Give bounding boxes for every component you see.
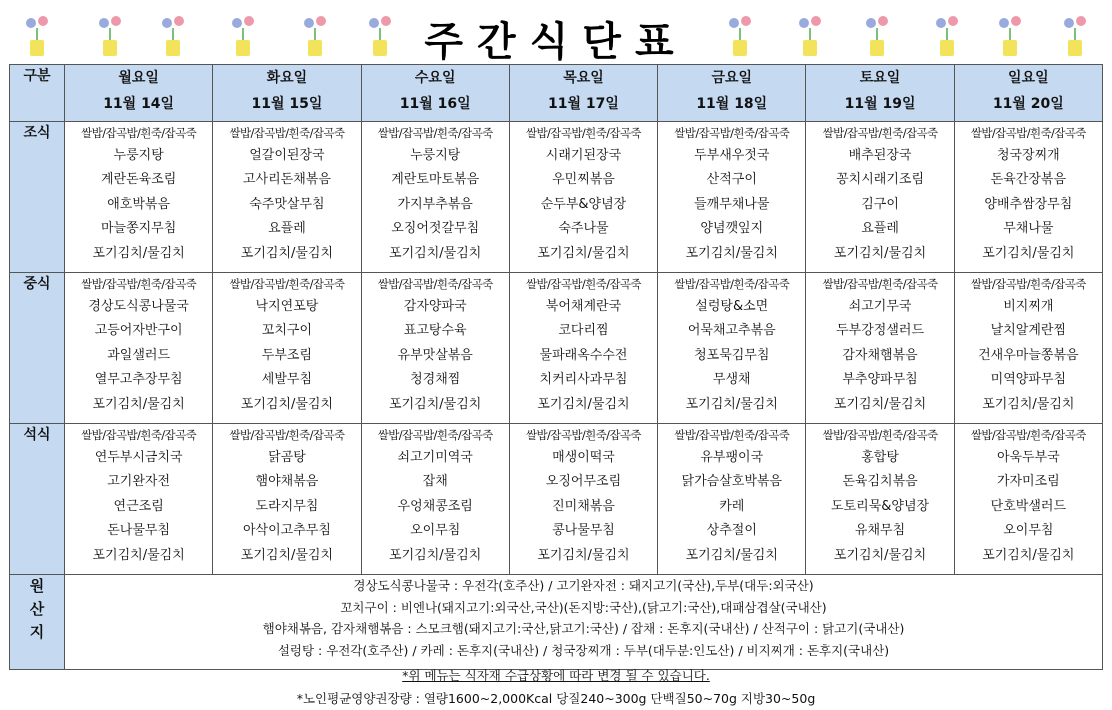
weekly-menu-table	[9, 64, 1103, 670]
day-weekday: 일요일	[1008, 70, 1049, 86]
meal-cell	[65, 424, 213, 575]
day-date: 11월 20일	[992, 96, 1064, 112]
meal-cell	[361, 424, 509, 575]
meal-cell	[954, 122, 1102, 273]
menu-item: 두부조림	[261, 347, 313, 363]
menu-item: 쌀밥/잡곡밥/흰죽/잡곡죽	[970, 126, 1086, 140]
menu-item: 오징어젓갈무침	[391, 221, 480, 237]
menu-item: 요플레	[861, 221, 899, 237]
menu-item: 쌀밥/잡곡밥/흰죽/잡곡죽	[822, 277, 938, 291]
day-weekday: 목요일	[563, 70, 604, 86]
menu-item: 쌀밥/잡곡밥/흰죽/잡곡죽	[674, 126, 790, 140]
meal-cell	[361, 273, 509, 424]
meal-cell	[65, 273, 213, 424]
menu-item: 들깨무채나물	[694, 196, 770, 212]
menu-item: 표고탕수육	[403, 323, 467, 339]
menu-item: 요플레	[268, 221, 306, 237]
menu-item: 유부맛살볶음	[397, 347, 473, 363]
meal-cell	[213, 424, 361, 575]
menu-item: 쌀밥/잡곡밥/흰죽/잡곡죽	[526, 428, 641, 442]
menu-item: 애호박볶음	[107, 196, 171, 212]
day-header	[806, 65, 954, 122]
menu-item: 포기김치/물김치	[537, 245, 630, 261]
menu-item: 포기김치/물김치	[685, 245, 778, 261]
menu-item: 닭곰탕	[268, 450, 306, 465]
menu-item: 숙주나물	[558, 221, 609, 237]
menu-item: 포기김치/물김치	[537, 547, 630, 563]
meal-cell	[658, 122, 806, 273]
menu-item: 카레	[719, 498, 745, 514]
menu-item: 계란돈육조림	[100, 172, 177, 188]
menu-item: 날치알계란찜	[990, 323, 1067, 339]
menu-item: 고등어자반구이	[94, 323, 183, 339]
menu-item: 쌀밥/잡곡밥/흰죽/잡곡죽	[229, 428, 345, 442]
menu-item: 포기김치/물김치	[982, 547, 1075, 563]
menu-item: 쌀밥/잡곡밥/흰죽/잡곡죽	[674, 428, 790, 442]
menu-item: 포기김치/물김치	[240, 396, 334, 412]
menu-item: 누룽지탕	[410, 148, 461, 163]
menu-item: 연두부시금치국	[94, 450, 183, 465]
meal-cell	[658, 424, 806, 575]
menu-item: 얼갈이된장국	[249, 148, 325, 163]
origin-line: 설렁탕 : 우전각(호주산) / 카레 : 돈후지(국내산) / 청국장찌개 : 두부(대두분:인도산) / 비지찌개 : 돈후지(국내산)	[277, 642, 890, 658]
menu-item: 햄야채볶음	[255, 474, 319, 490]
menu-item: 고사리돈채볶음	[242, 172, 331, 188]
meal-row	[10, 273, 1103, 424]
menu-item: 쌀밥/잡곡밥/흰죽/잡곡죽	[526, 277, 641, 291]
menu-item: 포기김치/물김치	[833, 396, 927, 412]
menu-item: 쌀밥/잡곡밥/흰죽/잡곡죽	[822, 126, 938, 140]
day-header-row	[10, 65, 1103, 122]
menu-item: 돈나물무침	[107, 523, 171, 539]
day-date: 11월 17일	[548, 96, 619, 112]
menu-item: 미역양파무침	[990, 372, 1067, 388]
menu-item: 닭가슴살호박볶음	[681, 474, 782, 490]
menu-item: 과일샐러드	[107, 347, 171, 363]
menu-item: 오이무침	[410, 523, 461, 539]
origin-label-char: 산	[29, 600, 45, 618]
menu-item: 포기김치/물김치	[240, 547, 334, 563]
page-header	[0, 0, 1112, 64]
meal-cell	[213, 122, 361, 273]
menu-item: 진미채볶음	[552, 498, 615, 514]
day-header	[954, 65, 1102, 122]
meal-cell	[658, 273, 806, 424]
menu-item: 연근조림	[113, 498, 164, 514]
menu-item: 유채무침	[854, 523, 906, 539]
meal-cell	[65, 122, 213, 273]
meal-cell	[361, 122, 509, 273]
day-date: 11월 18일	[696, 96, 768, 112]
origin-label	[10, 575, 65, 670]
menu-item: 코다리찜	[558, 323, 609, 339]
menu-item: 가자미조림	[996, 474, 1060, 490]
day-weekday: 화요일	[266, 70, 308, 86]
menu-item: 청경채찜	[410, 372, 461, 388]
menu-item: 쌀밥/잡곡밥/흰죽/잡곡죽	[970, 428, 1086, 442]
meal-row	[10, 122, 1103, 273]
menu-item: 쌀밥/잡곡밥/흰죽/잡곡죽	[81, 277, 197, 291]
menu-item: 물파래옥수수전	[539, 347, 628, 363]
menu-item: 청포묵김무침	[694, 347, 770, 363]
menu-item: 양배추쌈장무침	[984, 196, 1073, 212]
menu-item: 쌀밥/잡곡밥/흰죽/잡곡죽	[377, 428, 493, 442]
menu-item: 열무고추장무침	[94, 372, 183, 388]
menu-item: 포기김치/물김치	[389, 245, 482, 261]
day-header	[509, 65, 657, 122]
menu-item: 포기김치/물김치	[685, 547, 778, 563]
menu-item: 가지부추볶음	[397, 196, 473, 212]
nutrition-note: *노인평균영양권장량 : 열량1600~2,000Kcal 당질240~300g 단백질50~70g 지방30~50g	[296, 691, 816, 706]
menu-item: 청국장찌개	[996, 148, 1060, 163]
menu-item: 우엉채콩조림	[397, 498, 473, 514]
menu-item: 도토리묵&양념장	[831, 498, 930, 514]
meal-cell	[806, 424, 954, 575]
menu-item: 쌀밥/잡곡밥/흰죽/잡곡죽	[377, 277, 493, 291]
menu-item: 콩나물무침	[552, 523, 615, 539]
menu-item: 쌀밥/잡곡밥/흰죽/잡곡죽	[81, 428, 197, 442]
page-title: 주간식단표	[424, 19, 688, 65]
menu-item: 쌀밥/잡곡밥/흰죽/잡곡죽	[970, 277, 1086, 291]
menu-item: 쇠고기미역국	[397, 450, 473, 465]
menu-item: 포기김치/물김치	[92, 245, 185, 261]
day-weekday: 금요일	[711, 70, 753, 86]
menu-item: 돈육김치볶음	[842, 474, 918, 490]
day-date: 11월 14일	[103, 96, 175, 112]
menu-item: 순두부&양념장	[540, 196, 627, 212]
menu-item: 고기완자전	[107, 474, 171, 490]
menu-item: 산적구이	[706, 172, 757, 188]
menu-item: 마늘쫑지무침	[100, 221, 177, 237]
menu-item: 포기김치/물김치	[92, 396, 185, 412]
menu-item: 오이무침	[1003, 523, 1054, 539]
menu-item: 쌀밥/잡곡밥/흰죽/잡곡죽	[822, 428, 938, 442]
menu-item: 김구이	[861, 196, 899, 212]
menu-item: 포기김치/물김치	[685, 396, 778, 412]
menu-item: 돈육간장볶음	[990, 172, 1067, 188]
menu-item: 건새우마늘쫑볶음	[978, 347, 1079, 363]
menu-item: 낙지연포탕	[255, 299, 319, 314]
menu-item: 설렁탕&소면	[695, 299, 769, 314]
menu-item: 상추절이	[706, 523, 757, 539]
menu-item: 꽁치시래기조림	[836, 172, 924, 188]
origin-line: 꼬치구이 : 비엔나(돼지고기:외국산,국산)(돈지방:국산),(닭고기:국산),대패삼겹살(국내산)	[340, 599, 827, 615]
menu-item: 치커리사과무침	[539, 372, 628, 388]
menu-item: 쌀밥/잡곡밥/흰죽/잡곡죽	[81, 126, 197, 140]
menu-item: 쌀밥/잡곡밥/흰죽/잡곡죽	[674, 277, 790, 291]
menu-item: 쌀밥/잡곡밥/흰죽/잡곡죽	[526, 126, 641, 140]
menu-item: 두부강정샐러드	[836, 323, 924, 339]
meal-cell	[954, 424, 1102, 575]
menu-item: 어묵채고추볶음	[687, 323, 776, 339]
meal-cell	[509, 273, 657, 424]
menu-item: 무생채	[712, 372, 751, 388]
menu-item: 비지찌개	[1003, 299, 1054, 314]
menu-item: 유부팽이국	[700, 450, 764, 465]
menu-item: 쌀밥/잡곡밥/흰죽/잡곡죽	[229, 126, 345, 140]
menu-item: 양념깻잎지	[700, 221, 764, 237]
menu-item: 시래기된장국	[545, 148, 622, 163]
menu-item: 포기김치/물김치	[389, 547, 482, 563]
menu-item: 포기김치/물김치	[982, 396, 1075, 412]
menu-item: 매생이떡국	[552, 450, 615, 465]
menu-item: 우민찌볶음	[552, 172, 615, 188]
day-date: 11월 15일	[251, 96, 323, 112]
menu-item: 도라지무침	[255, 498, 319, 514]
meal-label: 중식	[10, 273, 65, 424]
meal-label: 석식	[10, 424, 65, 575]
menu-item: 부추양파무침	[842, 372, 918, 388]
day-date: 11월 16일	[399, 96, 471, 112]
menu-item: 감자채햄볶음	[842, 347, 918, 363]
menu-item: 북어채계란국	[545, 299, 622, 314]
menu-item: 아삭이고추무침	[242, 523, 331, 539]
menu-item: 배추된장국	[848, 148, 912, 163]
menu-item: 경상도식콩나물국	[88, 299, 189, 314]
menu-item: 아욱두부국	[996, 450, 1060, 465]
day-date: 11월 19일	[844, 96, 916, 112]
origin-line: 햄야채볶음, 감자채햄볶음 : 스모크햄(돼지고기:국산,닭고기:국산) / 잡채 : 돈후지(국내산) / 산적구이 : 닭고기(국내산)	[262, 621, 905, 636]
meal-cell	[954, 273, 1102, 424]
menu-item: 쌀밥/잡곡밥/흰죽/잡곡죽	[229, 277, 345, 291]
menu-item: 세발무침	[261, 372, 313, 388]
meal-label: 조식	[10, 122, 65, 273]
menu-item: 오징어무조림	[545, 474, 622, 490]
menu-item: 감자양파국	[403, 299, 467, 314]
menu-item: 잡채	[422, 474, 448, 490]
day-weekday: 토요일	[859, 70, 901, 86]
menu-item: 쇠고기무국	[848, 299, 912, 314]
day-header	[658, 65, 806, 122]
menu-item: 포기김치/물김치	[92, 547, 185, 563]
meal-cell	[509, 424, 657, 575]
origin-label-char: 원	[29, 577, 45, 595]
day-weekday: 수요일	[414, 70, 456, 86]
row-header-label: 구분	[10, 65, 65, 122]
origin-label-char: 지	[29, 623, 45, 641]
menu-item: 두부새우젓국	[694, 148, 770, 163]
meal-cell	[509, 122, 657, 273]
day-header	[213, 65, 361, 122]
menu-item: 쌀밥/잡곡밥/흰죽/잡곡죽	[377, 126, 493, 140]
menu-item: 꼬치구이	[261, 323, 313, 339]
day-header	[65, 65, 213, 122]
menu-item: 누룽지탕	[113, 148, 164, 163]
menu-item: 포기김치/물김치	[833, 245, 927, 261]
meal-cell	[806, 122, 954, 273]
meal-cell	[213, 273, 361, 424]
menu-item: 단호박샐러드	[990, 498, 1067, 514]
menu-item: 포기김치/물김치	[982, 245, 1075, 261]
meal-row	[10, 424, 1103, 575]
change-notice: *위 메뉴는 식자재 수급상황에 따라 변경 될 수 있습니다.	[402, 668, 710, 683]
menu-item: 포기김치/물김치	[833, 547, 927, 563]
menu-item: 포기김치/물김치	[240, 245, 334, 261]
origin-line: 경상도식콩나물국 : 우전각(호주산) / 고기완자전 : 돼지고기(국산),두부(대두:외국산)	[353, 578, 814, 593]
meal-cell	[806, 273, 954, 424]
menu-item: 포기김치/물김치	[537, 396, 630, 412]
menu-item: 홍합탕	[861, 450, 899, 465]
menu-item: 계란토마토볶음	[391, 172, 480, 188]
menu-item: 숙주맛살무침	[249, 196, 325, 212]
origin-info	[65, 575, 1103, 670]
origin-row	[10, 575, 1103, 670]
day-header	[361, 65, 509, 122]
menu-item: 무채나물	[1003, 221, 1054, 237]
day-weekday: 월요일	[118, 70, 159, 86]
menu-item: 포기김치/물김치	[389, 396, 482, 412]
